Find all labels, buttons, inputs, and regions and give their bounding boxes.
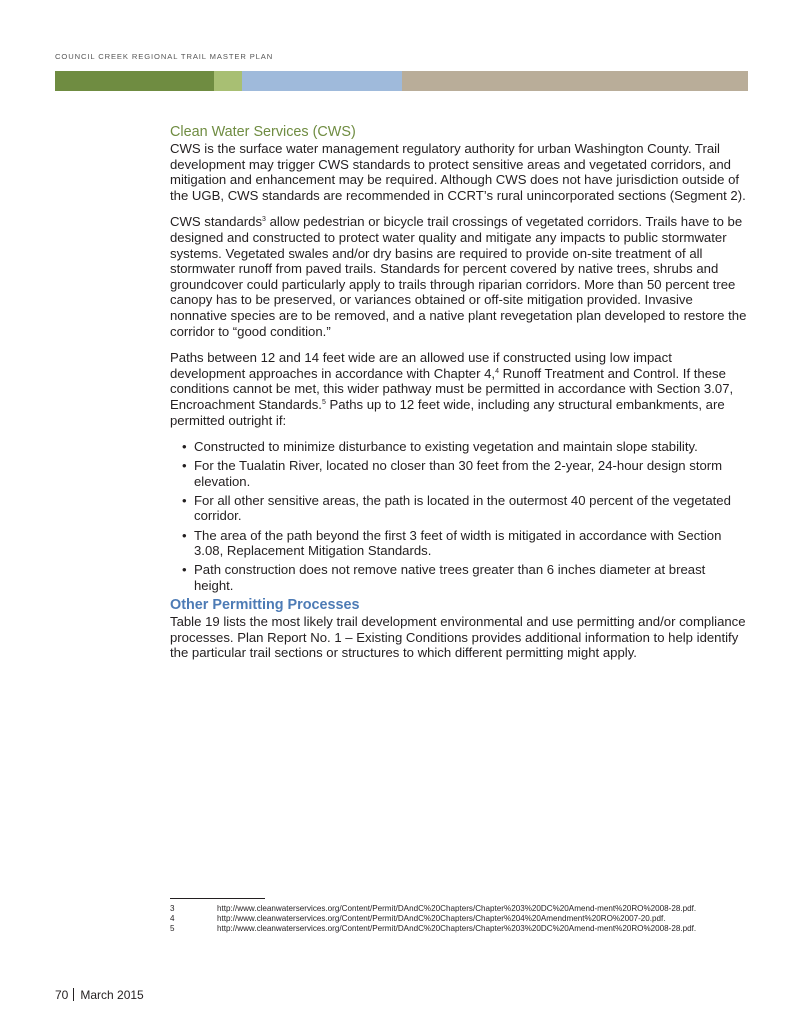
list-item bbox=[182, 493, 748, 524]
footnote bbox=[170, 904, 730, 914]
bullet-icon: • bbox=[182, 439, 187, 455]
footer-date: March 2015 bbox=[80, 988, 144, 1002]
header-bar-tan bbox=[402, 71, 748, 91]
footnote-ref-3: 3 bbox=[262, 216, 266, 224]
header-bar-green-dark bbox=[55, 71, 214, 91]
footnotes bbox=[170, 904, 730, 935]
bullet-icon: • bbox=[182, 458, 187, 474]
cws-paragraph-1: CWS is the surface water management regulatory authority for urban Washington County. Trail development may trigger CWS standards to protect sensitive areas and vegetated corridors, and mitigation and enhancement may be required. Although CWS does not have jurisdiction outside of the UGB, CWS standards are recommended in CCRT’s rural unincorporated sections (Segment 2). bbox=[170, 141, 746, 203]
header-bar-blue bbox=[242, 71, 402, 91]
running-header: COUNCIL CREEK REGIONAL TRAIL MASTER PLAN bbox=[55, 52, 274, 61]
footer-separator bbox=[73, 988, 74, 1001]
list-item-text: Constructed to minimize disturbance to existing vegetation and maintain slope stability. bbox=[194, 439, 698, 455]
footnote-number: 4 bbox=[170, 914, 175, 924]
main-content bbox=[170, 124, 748, 672]
cws-paragraph-2-text-a: CWS standards bbox=[170, 214, 263, 230]
cws-paragraph-2-text-b: allow pedestrian or bicycle trail crossings of vegetated corridors. Trails have to be designed and constructed to protect water quality and mitigate any impacts to public stormwater systems. Vegetated swales and/or dry basins are required to provide on-site treatment of all stormwater runoff from paved trails. Standards for percent covered by native trees, shrubs and groundcover could particularly apply to trails through riparian corridors. More than 50 percent tree canopy has to be preserved, or variances obtained or off-site mitigation provided. Invasive nonnative species are to be removed, and a native plant revegetation plan developed to restore the corridor to “good condition.” bbox=[170, 214, 747, 339]
footnote-link[interactable]: http://www.cleanwaterservices.org/Content/Permit/DAndC%20Chapters/Chapter%203%20DC%20Amend-ment%20RO%2008-28.pdf. bbox=[217, 904, 697, 913]
footnote bbox=[170, 924, 730, 934]
cws-paragraph-2 bbox=[170, 214, 748, 339]
list-item-text: For the Tualatin River, located no closer than 30 feet from the 2-year, 24-hour design storm elevation. bbox=[194, 458, 723, 489]
bullet-icon: • bbox=[182, 492, 187, 508]
page-footer bbox=[55, 988, 144, 1002]
permit-conditions-list bbox=[170, 439, 748, 593]
list-item-text: For all other sensitive areas, the path is located in the outermost 40 percent of the vegetated corridor. bbox=[194, 492, 731, 524]
list-item-text: Path construction does not remove native trees greater than 6 inches diameter at breast height. bbox=[194, 562, 706, 593]
footnote-ref-4: 4 bbox=[495, 367, 499, 375]
header-bar-green-light bbox=[214, 71, 242, 91]
cws-paragraph-3 bbox=[170, 350, 748, 428]
list-item bbox=[182, 458, 748, 489]
other-permitting-paragraph: Table 19 lists the most likely trail development environmental and use permitting and/or compliance processes. Plan Report No. 1 – Existing Conditions provides additional information to help identify the particular trail sections or structures to which different permitting might apply. bbox=[170, 613, 746, 661]
page-number: 70 bbox=[55, 988, 69, 1002]
footnote-number: 3 bbox=[170, 904, 175, 913]
section-heading-other-permitting: Other Permitting Processes bbox=[170, 596, 360, 613]
cws-paragraph-3-text-a: Paths between 12 and 14 feet wide are an allowed use if constructed using low impact development approaches in accordance with Chapter 4, bbox=[170, 350, 672, 381]
list-item bbox=[182, 562, 748, 593]
bullet-icon: • bbox=[182, 527, 187, 543]
bullet-icon: • bbox=[182, 562, 187, 578]
section-heading-cws: Clean Water Services (CWS) bbox=[170, 124, 356, 140]
footnote-link[interactable]: http://www.cleanwaterservices.org/Content/Permit/DAndC%20Chapters/Chapter%203%20DC%20Amend-ment%20RO%2008-28.pdf. bbox=[217, 924, 697, 934]
footnote-link[interactable]: http://www.cleanwaterservices.org/Content/Permit/DAndC%20Chapters/Chapter%204%20Amendment%20RO%2007-20.pdf. bbox=[217, 914, 666, 924]
list-item bbox=[182, 439, 748, 455]
list-item-text: The area of the path beyond the first 3 feet of width is mitigated in accordance with Section 3.08, Replacement Mitigation Standards. bbox=[194, 527, 722, 559]
list-item bbox=[182, 528, 748, 559]
cws-paragraph-3-text-b: Runoff Treatment and Control. If these conditions cannot be met, this wider pathway must be permitted in accordance with Section 3.07, Encroachment Standards. bbox=[170, 365, 734, 412]
footnote bbox=[170, 914, 730, 924]
footnote-divider bbox=[170, 898, 265, 899]
footnote-number: 5 bbox=[170, 924, 175, 934]
cws-paragraph-3-text-c: Paths up to 12 feet wide, including any structural embankments, are permitted outright if: bbox=[170, 396, 725, 428]
footnote-ref-5: 5 bbox=[321, 398, 326, 406]
